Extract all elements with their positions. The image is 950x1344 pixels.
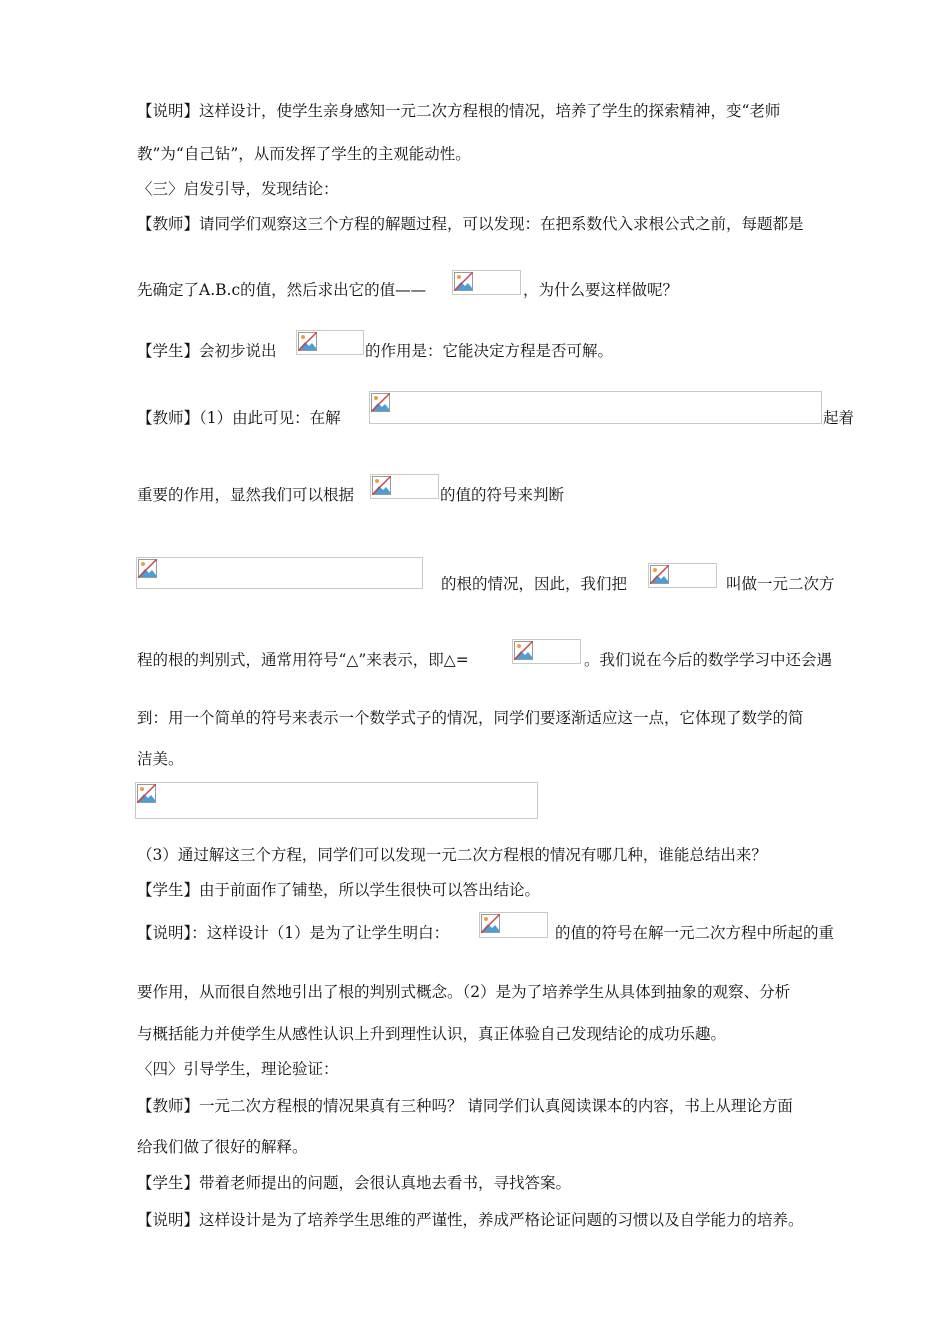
paragraph-line: 先确定了A.B.c的值，然后求出它的值—— <box>137 281 427 299</box>
paragraph-line: 洁美。 <box>137 750 184 768</box>
paragraph-line: （3）通过解这三个方程，同学们可以发现一元二次方程根的情况有哪几种，谁能总结出来？ <box>137 846 767 864</box>
formula-image <box>479 912 548 938</box>
broken-image-icon <box>454 272 473 291</box>
paragraph-line: 【说明】这样设计，使学生亲身感知一元二次方程根的情况，培养了学生的探索精神，变“老师 <box>137 102 781 120</box>
paragraph-line: 【教师】一元二次方程根的情况果真有三种吗？ 请同学们认真阅读课本的内容，书上从理论方面 <box>137 1097 793 1115</box>
paragraph-line: 与概括能力并使学生从感性认识上升到理性认识，真正体验自己发现结论的成功乐趣。 <box>137 1025 727 1043</box>
formula-image <box>369 391 822 424</box>
paragraph-line: 的根的情况，因此，我们把 <box>441 575 628 593</box>
paragraph-line: 【学生】由于前面作了铺垫，所以学生很快可以答出结论。 <box>137 881 541 899</box>
paragraph-line: 的作用是：它能决定方程是否可解。 <box>365 342 614 360</box>
formula-image <box>452 270 521 295</box>
section-heading: 〈四〉引导学生，理论验证： <box>137 1060 339 1078</box>
paragraph-line: 【说明】：这样设计（1）是为了让学生明白： <box>137 924 450 942</box>
paragraph-line: 【教师】请同学们观察这三个方程的解题过程，可以发现：在把系数代入求根公式之前，每题都是 <box>137 215 804 233</box>
paragraph-line: 【说明】这样设计是为了培养学生思维的严谨性，养成严格论证问题的习惯以及自学能力的培养。 <box>137 1211 804 1229</box>
paragraph-line: 【学生】带着老师提出的问题，会很认真地去看书，寻找答案。 <box>137 1174 572 1192</box>
paragraph-line: 的值的符号来判断 <box>440 486 565 504</box>
formula-image <box>512 639 581 664</box>
broken-image-icon <box>138 559 157 578</box>
broken-image-icon <box>650 565 669 584</box>
paragraph-line: ，为什么要这样做呢？ <box>523 281 679 299</box>
formula-image <box>648 563 717 588</box>
broken-image-icon <box>481 914 500 933</box>
paragraph-line: 程的根的判别式，通常用符号“△”来表示，即△= <box>137 651 469 669</box>
paragraph-line: 起着 <box>823 409 855 427</box>
paragraph-line: 教”为“自己钻”，从而发挥了学生的主观能动性。 <box>137 145 471 163</box>
formula-image <box>135 782 538 819</box>
formula-image <box>370 474 439 499</box>
paragraph-line: 要作用，从而很自然地引出了根的判别式概念。（2）是为了培养学生从具体到抽象的观察、分析 <box>137 983 791 1001</box>
paragraph-line: 。我们说在今后的数学学习中还会遇 <box>584 651 833 669</box>
formula-image <box>296 330 364 355</box>
broken-image-icon <box>514 641 533 660</box>
paragraph-line: 给我们做了很好的解释。 <box>137 1138 308 1156</box>
broken-image-icon <box>371 393 390 412</box>
broken-image-icon <box>372 476 391 495</box>
paragraph-line: 叫做一元二次方 <box>726 575 835 593</box>
paragraph-line: 【教师】（1）由此可见：在解 <box>137 409 341 427</box>
paragraph-line: 的值的符号在解一元二次方程中所起的重 <box>555 924 835 942</box>
paragraph-line: 重要的作用，显然我们可以根据 <box>137 486 355 504</box>
formula-image <box>136 557 423 589</box>
broken-image-icon <box>298 332 317 351</box>
paragraph-line: 到：用一个简单的符号来表示一个数学式子的情况，同学们要逐渐适应这一点，它体现了数学的简 <box>137 709 804 727</box>
section-heading: 〈三〉启发引导，发现结论： <box>137 180 339 198</box>
paragraph-line: 【学生】会初步说出 <box>137 342 277 360</box>
broken-image-icon <box>137 784 156 803</box>
